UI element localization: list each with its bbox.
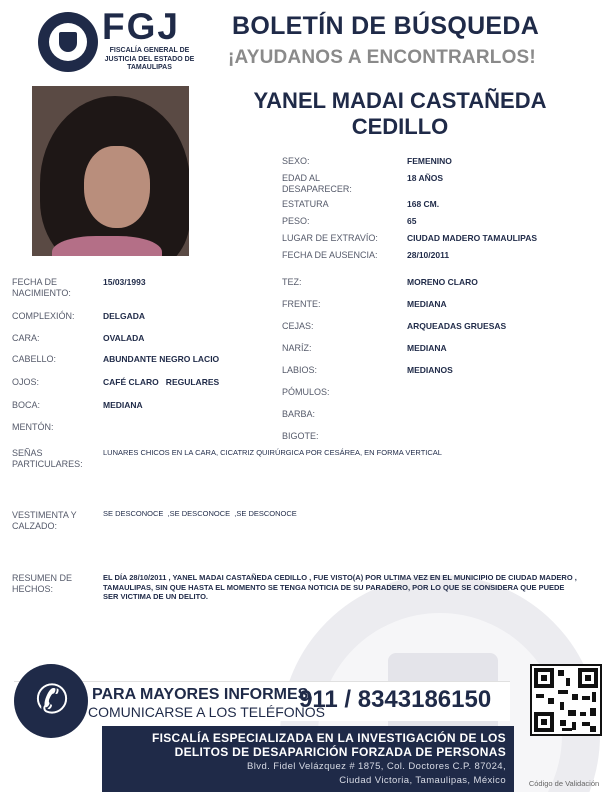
value-frente: MEDIANA (407, 299, 447, 309)
value-nariz: MEDIANA (407, 343, 447, 353)
value-estatura: 168 CM. (407, 199, 440, 209)
label-boca: BOCA: (12, 400, 41, 410)
bulletin-title: BOLETÍN DE BÚSQUEDA (232, 12, 540, 40)
label-fecha-ausencia: FECHA DE AUSENCIA: (282, 250, 378, 260)
value-lugar: CIUDAD MADERO TAMAULIPAS (407, 233, 538, 243)
value-cabello: ABUNDANTE NEGRO LACIO (103, 354, 220, 364)
phone-icon: ✆ (35, 678, 69, 722)
label-barba: BARBA: (282, 409, 316, 419)
value-tez: MORENO CLARO (407, 277, 478, 287)
value-cara: OVALADA (103, 333, 145, 343)
label-estatura: ESTATURA (282, 199, 329, 209)
value-sexo: FEMENINO (407, 156, 452, 166)
label-nariz: NARÍZ: (282, 343, 312, 353)
value-fecha-nacimiento: 15/03/1993 (103, 277, 146, 287)
agency-name-line1: FISCALÍA ESPECIALIZADA EN LA INVESTIGACIÓN DE LOS (151, 731, 506, 745)
value-senas: LUNARES CHICOS EN LA CARA, CICATRIZ QUIRÚRGICA POR CESÁREA, EN FORMA VERTICAL (103, 448, 442, 457)
value-resumen: EL DÍA 28/10/2011 , YANEL MADAI CASTAÑEDA CEDILLO , FUE VISTO(A) POR ULTIMA VEZ EN EL MUNICIPIO DE CIUDAD MADERO , TAMAULIPAS, SIN QUE HASTA EL MOMENTO SE TENGA NOTICIA DE SU PARADERO, POR LO QUE SE CONSIDERA QUE PUEDE SER VICTIMA DE UN DELITO. (103, 573, 577, 601)
label-sexo: SEXO: (282, 156, 310, 166)
label-lugar: LUGAR DE EXTRAVÍO: (282, 233, 378, 243)
agency-address-line2: Ciudad Victoria, Tamaulipas, México (339, 775, 506, 786)
value-vestimenta: SE DESCONOCE ,SE DESCONOCE ,SE DESCONOCE (103, 509, 297, 518)
value-ojos: CAFÉ CLARO REGULARES (103, 377, 220, 387)
label-cabello: CABELLO: (12, 354, 57, 364)
qr-caption: Código de Validación (528, 779, 600, 788)
value-fecha-ausencia: 28/10/2011 (407, 250, 450, 260)
label-frente: FRENTE: (282, 299, 321, 309)
label-tez: TEZ: (282, 277, 302, 287)
label-bigote: BIGOTE: (282, 431, 319, 441)
label-cejas: CEJAS: (282, 321, 314, 331)
value-peso: 65 (407, 216, 417, 226)
label-menton: MENTÓN: (12, 422, 54, 432)
agency-name-line2: DELITOS DE DESAPARICIÓN FORZADA DE PERSONAS (174, 745, 506, 759)
value-edad: 18 AÑOS (407, 173, 444, 183)
fgj-logo-text: FGJ (102, 6, 180, 47)
value-boca: MEDIANA (103, 400, 143, 410)
label-labios: LABIOS: (282, 365, 318, 375)
bulletin-subtitle: ¡AYUDANOS A ENCONTRARLOS! (228, 47, 536, 68)
person-name-line2: CEDILLO (351, 114, 449, 139)
label-ojos: OJOS: (12, 377, 40, 387)
label-complexion: COMPLEXIÓN: (12, 311, 75, 321)
person-name-line1: YANEL MADAI CASTAÑEDA (253, 88, 547, 113)
label-senas: SEÑAS PARTICULARES: (12, 448, 83, 469)
fgj-seal-logo (38, 12, 98, 72)
label-cara: CARA: (12, 333, 40, 343)
label-pomulos: PÓMULOS: (282, 387, 330, 397)
label-peso: PESO: (282, 216, 310, 226)
label-resumen: RESUMEN DE HECHOS: (12, 573, 73, 594)
fgj-logo-subtitle: FISCALÍA GENERAL DE JUSTICIA DEL ESTADO DE TAMAULIPAS (104, 47, 195, 71)
more-info-line1: PARA MAYORES INFORMES, (92, 686, 313, 703)
value-cejas: ARQUEADAS GRUESAS (407, 321, 507, 331)
person-name (200, 88, 600, 140)
value-complexion: DELGADA (103, 311, 146, 321)
value-labios: MEDIANOS (407, 365, 453, 375)
validation-qr-code[interactable] (530, 664, 602, 736)
phone-number: 911 / 8343186150 (299, 686, 492, 713)
label-edad: EDAD AL DESAPARECER: (282, 173, 352, 194)
label-fecha-nacimiento: FECHA DE NACIMIENTO: (12, 277, 71, 298)
agency-address-line1: Blvd. Fidel Velázquez # 1875, Col. Doctores C.P. 87024, (247, 761, 506, 772)
label-vestimenta: VESTIMENTA Y CALZADO: (12, 510, 77, 531)
more-info-line2: COMUNICARSE A LOS TELÉFONOS (88, 704, 326, 720)
person-photo (32, 86, 189, 256)
